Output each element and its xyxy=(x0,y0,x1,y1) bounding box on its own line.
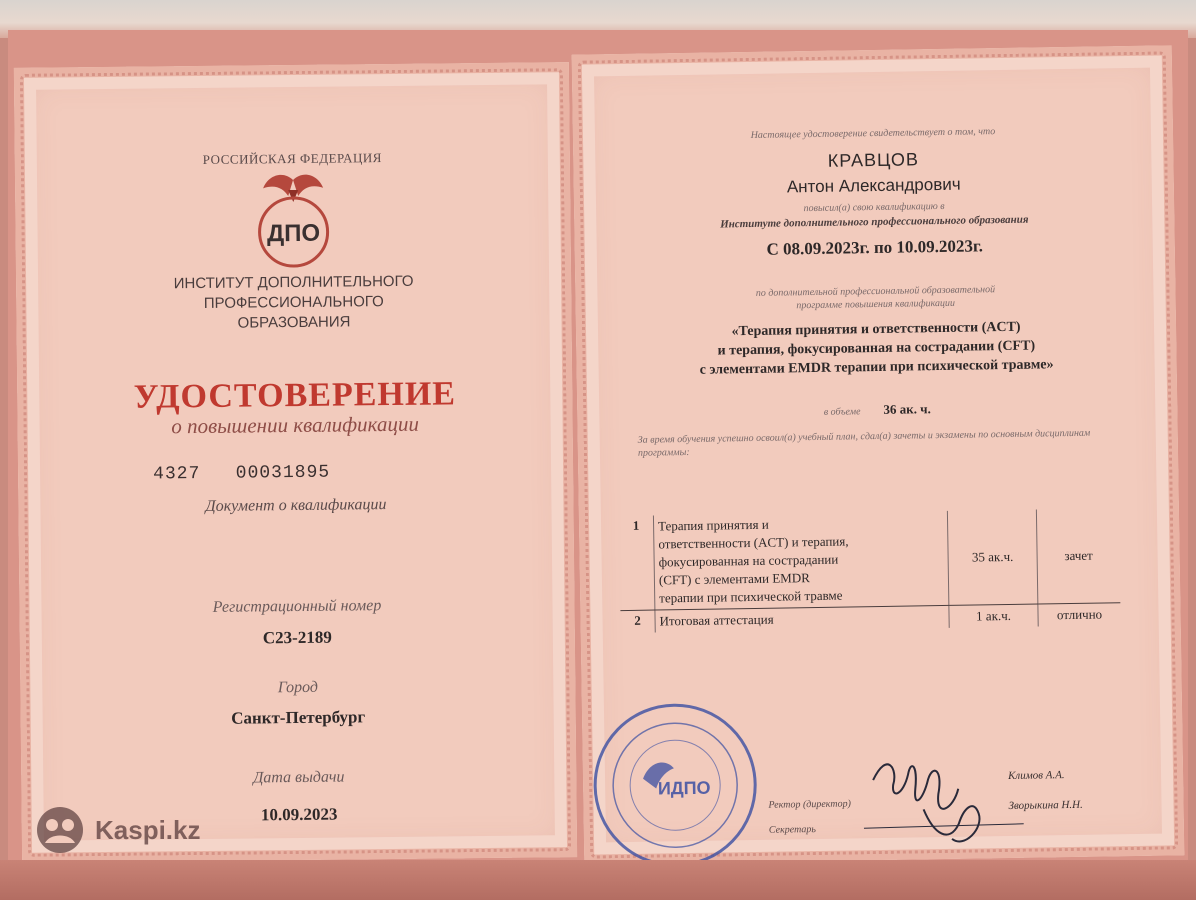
certificate-document xyxy=(8,30,1188,870)
issue-date-label: Дата выдачи xyxy=(253,768,345,787)
secretary-label: Секретарь xyxy=(768,824,817,836)
certificate-subtitle: о повышении квалификации xyxy=(171,411,420,439)
program-line-3: с элементами EMDR терапии при психической травме» xyxy=(699,357,1054,378)
document-serial: 00031895 xyxy=(235,462,331,484)
study-note: За время обучения успешно освоил(а) учебный план, сдал(а) зачеты и экзамены по основным дисциплинам программы: xyxy=(637,427,1091,459)
official-stamp-icon xyxy=(587,697,765,875)
institute-line-3: ОБРАЗОВАНИЯ xyxy=(237,313,351,332)
course-name-line: Итоговая аттестация xyxy=(659,611,774,629)
program-title xyxy=(576,315,1177,381)
signature-icon xyxy=(862,738,1024,860)
certificate-title: УДОСТОВЕРЕНИЕ xyxy=(133,375,457,416)
volume-value: 36 ак. ч. xyxy=(883,401,931,417)
city-label: Город xyxy=(277,678,319,697)
logo-text: ДПО xyxy=(266,219,321,248)
course-hours: 1 ак.ч. xyxy=(949,604,1038,628)
rector-name: Климов А.А. xyxy=(1007,769,1065,782)
holder-given-names: Антон Александрович xyxy=(786,174,961,197)
course-grade: зачет xyxy=(1036,508,1120,604)
institute-text: Институте дополнительного профессионального образования xyxy=(720,213,1029,231)
certificate-right-page xyxy=(572,45,1185,864)
issue-date-value: 10.09.2023 xyxy=(260,804,338,825)
volume-label: в объеме xyxy=(823,406,861,418)
document-series: 4327 xyxy=(153,463,201,485)
course-name-line: (CFT) с элементами EMDR xyxy=(658,570,810,588)
city-value: Санкт-Петербург xyxy=(231,707,366,728)
course-name xyxy=(653,511,948,610)
registration-label: Регистрационный номер xyxy=(212,597,382,616)
course-name-line: терапии при психической травме xyxy=(659,587,843,606)
country-label: РОССИЙСКАЯ ФЕДЕРАЦИЯ xyxy=(202,150,382,167)
background-bottom xyxy=(0,860,1196,900)
kaspi-watermark xyxy=(35,805,201,855)
certificate-left-page xyxy=(14,62,577,863)
rector-label: Ректор (директор) xyxy=(768,798,851,811)
document-number xyxy=(153,463,330,485)
secretary-name: Зворыкина Н.Н. xyxy=(1008,798,1083,812)
program-intro-1: по дополнительной профессиональной образовательной xyxy=(755,284,996,299)
holder-surname: КРАВЦОВ xyxy=(827,149,920,171)
watermark-text: Kaspi.kz xyxy=(95,814,201,845)
program-line-1: «Терапия принятия и ответственности (ACT) xyxy=(731,319,1021,340)
courses-table xyxy=(619,508,1121,633)
course-name xyxy=(655,605,949,632)
raised-qualification-text: повысил(а) свою квалификацию в xyxy=(803,200,945,215)
intro-text: Настоящее удостоверение свидетельствует о том, что xyxy=(750,126,996,141)
document-type-label: Документ о квалификации xyxy=(205,496,387,515)
program-line-2: и терапия, фокусированная на сострадании (CFT) xyxy=(717,338,1036,359)
kaspi-logo-icon xyxy=(35,805,85,855)
program-intro-2: программе повышения квалификации xyxy=(796,297,956,312)
institute-line-2: ПРОФЕССИОНАЛЬНОГО xyxy=(203,293,384,312)
table-row xyxy=(619,508,1120,610)
training-dates: С 08.09.2023г. по 10.09.2023г. xyxy=(766,236,984,259)
course-name-line: фокусированная на сострадании xyxy=(658,551,839,570)
course-number: 1 xyxy=(619,516,655,611)
course-hours: 35 ак.ч. xyxy=(947,510,1037,606)
course-name-line: ответственности (ACT) и терапия, xyxy=(658,533,849,552)
institute-line-1: ИНСТИТУТ ДОПОЛНИТЕЛЬНОГО xyxy=(173,272,414,293)
registration-number: С23-2189 xyxy=(262,627,332,648)
course-name-line: Терапия принятия и xyxy=(657,516,769,534)
course-grade: отлично xyxy=(1056,606,1103,623)
course-number: 2 xyxy=(620,610,655,633)
stamp-text: ИДПО xyxy=(657,777,711,799)
dpo-logo-icon xyxy=(243,169,344,270)
institute-name xyxy=(16,270,572,336)
